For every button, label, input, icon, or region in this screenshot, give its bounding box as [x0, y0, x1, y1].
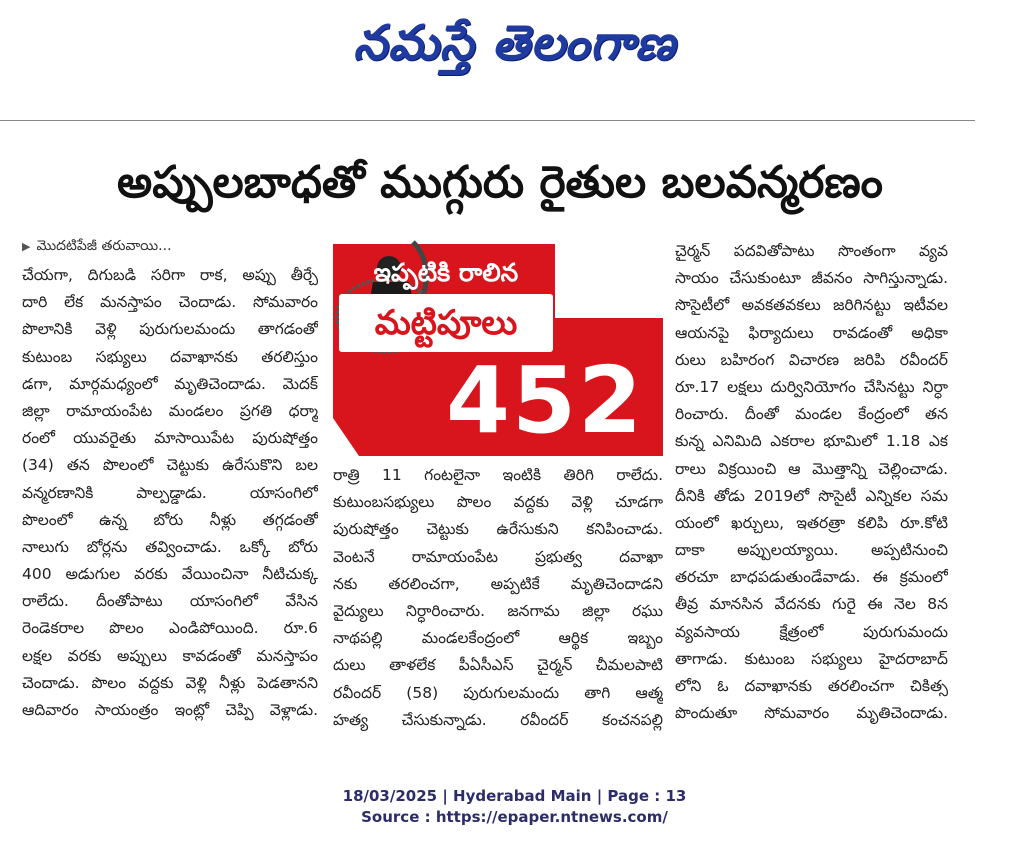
newspaper-logo: నమస్తే తెలంగాణ	[353, 15, 676, 71]
article-line: పొలానికి వెళ్లి పురుగులమందు తాగడంతో	[22, 320, 318, 339]
article-line: ఆయనపై ఫిర్యాదులు రావడంతో అధికా	[675, 323, 948, 342]
article-line: దాకా అప్పులయ్యాయి. అప్పటినుంచి	[675, 541, 948, 560]
article-line: తాగాడు. కుటుంబ సభ్యులు హైదరాబాద్	[675, 649, 948, 668]
article-column-3	[675, 238, 948, 727]
page-footer	[0, 786, 1029, 828]
article-line: డగా, మార్గమధ్యంలో మృతిచెందాడు. మెదక్	[22, 374, 318, 393]
article-line: వన్మరణానికి పాల్పడ్డాడు. యాసంగిలో	[22, 483, 318, 502]
masthead	[0, 8, 1029, 78]
article-line: తీవ్ర మానసిన వేదనకు గురై ఈ నెల 8న	[675, 595, 948, 614]
article-line: రించారు. దీంతో మండల కేంద్రంలో తన	[675, 405, 948, 424]
article-line: లోని ఓ దవాఖానకు తరలించగా చికిత్స	[675, 677, 948, 695]
article-line: పొలంలో ఉన్న బోరు నీళ్లు తగ్గడంతో	[22, 510, 318, 529]
article-line: (34) తన పొలంలో చెట్టుకు ఉరేసుకొని బల	[22, 456, 318, 475]
article-column-2	[333, 462, 663, 734]
article-line: చేయగా, దిగుబడి సరిగా రాక, అప్పు తీర్చే	[22, 266, 318, 284]
article-line: రాలు విక్రయించి ఆ మొత్తాన్ని చెల్లించాడు.	[675, 459, 948, 478]
article-column-1	[22, 262, 318, 724]
article-line: సాయం చేసుకుంటూ జీవనం సాగిస్తున్నాడు.	[675, 269, 948, 288]
masthead-divider	[0, 120, 975, 121]
infobox-line-1: ఇప్పటికి రాలిన	[373, 258, 519, 287]
article-line: కున్న ఎనిమిది ఎకరాల భూమిలో 1.18 ఎక	[675, 432, 948, 451]
article-line: సొసైటీలో అవకతవకలు జరిగినట్టు ఇటీవల	[675, 296, 948, 315]
infobox-death-toll	[333, 238, 663, 456]
footer-source: Source : https://epaper.ntnews.com/	[361, 808, 668, 826]
article-line: దులు తాళలేక పీఏసీఎస్ చైర్మన్ చీమలపాటి	[333, 656, 663, 675]
article-line: నాథపల్లి మండలకేంద్రంలో ఆర్థిక ఇబ్బం	[333, 629, 663, 648]
infobox-line-2: మట్టిపూలు	[339, 294, 553, 352]
continuation-label	[22, 234, 318, 258]
article-line: యంలో ఖర్చులు, ఇతరత్రా కలిపి రూ.కోటి	[675, 513, 948, 532]
article-line: రంలో యువరైతు మాసాయిపేట పురుషోత్తం	[22, 429, 318, 448]
infobox-number: 452	[445, 347, 645, 454]
article-line: దారి లేక మనస్తాపం చెందాడు. సోమవారం	[22, 293, 318, 312]
article-headline: అప్పులబాధతో ముగ్గురు రైతుల బలవన్మరణం	[117, 157, 883, 208]
article-line: రెండెకరాల పొలం ఎండిపోయింది. రూ.6	[22, 619, 318, 638]
article-line: నకు తరలించగా, అప్పటికే మృతిచెందాడని	[333, 574, 663, 593]
article-line: వెంటనే రామాయంపేట ప్రభుత్వ దవాఖా	[333, 547, 663, 566]
arrow-right-icon: ▶	[22, 240, 31, 253]
article-line: దీనికి తోడు 2019లో సొసైటీ ఎన్నికల సమ	[675, 486, 948, 505]
article-line: రులు బహిరంగ విచారణ జరిపి రవీందర్	[675, 350, 948, 369]
article-line: జిల్లా రామాయంపేట మండలం ప్రగతి ధర్మా	[22, 401, 318, 420]
article-line: కుటుంబ సభ్యులు దవాఖానకు తరలిస్తుం	[22, 347, 318, 366]
article-line: చైర్మన్ పదవితోపాటు సొంతంగా వ్యవ	[675, 242, 948, 260]
continuation-text: మొదటిపేజీ తరువాయి...	[36, 238, 172, 254]
article-line: రూ.17 లక్షలు దుర్వినియోగం చేసినట్టు నిర్ధా	[675, 377, 948, 396]
article-line: రాత్రి 11 గంటలైనా ఇంటికి తిరిగి రాలేదు.	[333, 466, 663, 484]
article-line: హత్య చేసుకున్నాడు. రవీందర్ కంచనపల్లి	[333, 710, 663, 729]
article-line: తరచూ బాధపడుతుండేవాడు. ఈ క్రమంలో	[675, 568, 948, 587]
article-line: రాలేదు. దీంతోపాటు యాసంగిలో వేసిన	[22, 592, 318, 611]
footer-date-edition: 18/03/2025 | Hyderabad Main | Page : 13	[342, 787, 687, 805]
article-line: ఆదివారం సాయంత్రం ఇంట్లో చెప్పి వెళ్లాడు.	[22, 701, 318, 719]
article-line: పొందుతూ సోమవారం మృతిచెందాడు.	[675, 704, 948, 723]
article-line: కుటుంబసభ్యులు పొలం వద్దకు వెళ్లి చూడగా	[333, 493, 663, 512]
article-line: 400 అడుగుల వరకు వేయించినా నీటిచుక్క	[22, 565, 318, 584]
article-line: లక్షల వరకు అప్పులు కావడంతో మనస్తాపం	[22, 646, 318, 665]
article-line: నాలుగు బోర్లను తవ్వించాడు. ఒక్కో బోరు	[22, 537, 318, 556]
article-line: పురుషోత్తం చెట్టుకు ఉరేసుకుని కనిపించాడు.	[333, 520, 663, 539]
article-line: రవీందర్ (58) పురుగులమందు తాగి ఆత్మ	[333, 683, 663, 702]
article-line: వైద్యులు నిర్ధారించారు. జనగామ జిల్లా రఘు	[333, 601, 663, 620]
article-line: చెందాడు. పొలం వద్దకు వెళ్లి నీళ్లు పెడతానని	[22, 673, 318, 692]
article-line: వ్యవసాయ క్షేత్రంలో పురుగుమందు	[675, 622, 948, 641]
